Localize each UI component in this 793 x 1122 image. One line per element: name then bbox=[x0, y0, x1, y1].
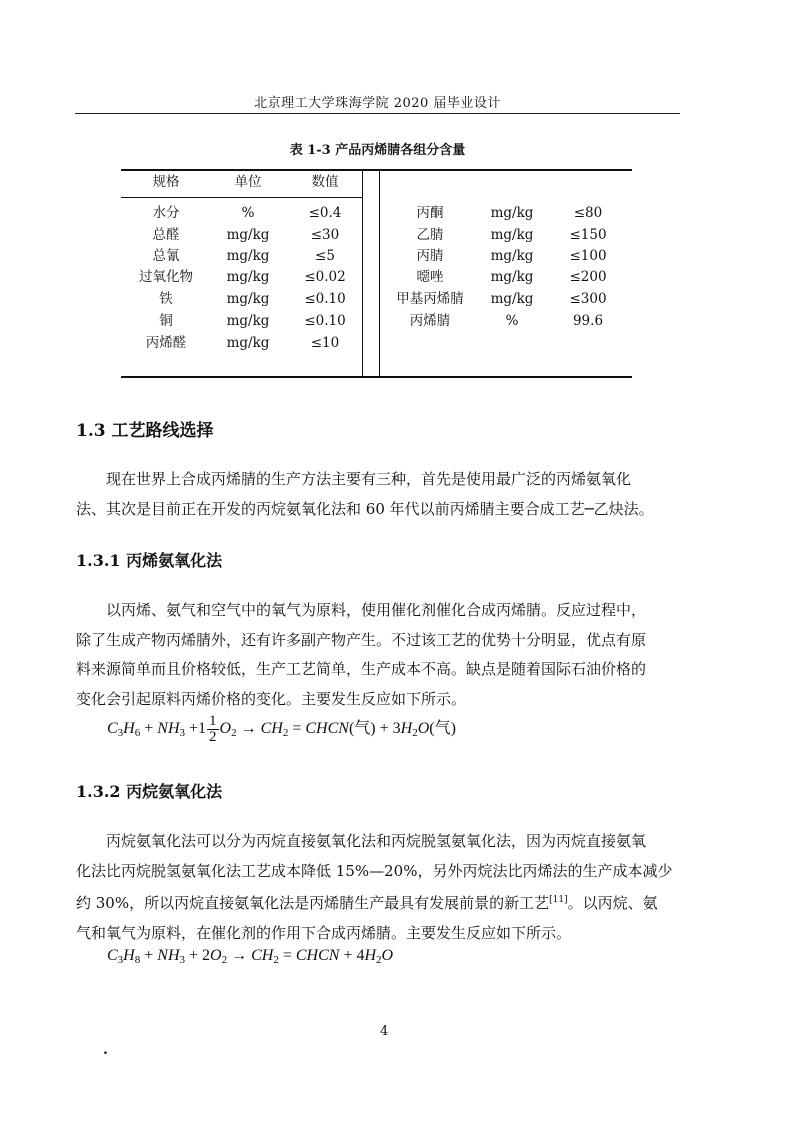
phase-label: 气 bbox=[354, 720, 371, 738]
table-bottom-rule bbox=[121, 376, 632, 378]
table-cell: ≤300 bbox=[569, 291, 607, 307]
paragraph bbox=[76, 596, 680, 714]
table-cell: mg/kg bbox=[490, 205, 534, 221]
footer-mark: . bbox=[103, 1042, 108, 1058]
table-cell: 铜 bbox=[159, 313, 173, 329]
table-cell: 水分 bbox=[152, 205, 180, 221]
table-cell: 铁 bbox=[159, 291, 173, 307]
table-caption: 表 1-3 产品丙烯腈各组分含量 bbox=[289, 143, 466, 158]
table-cell: 过氧化物 bbox=[139, 269, 193, 285]
paragraph-line: 料来源简单而且价格较低，生产工艺简单，生产成本不高。缺点是随着国际石油价格的 bbox=[76, 660, 647, 678]
reaction-equation-propylene: $C_3H_6 + NH_3 +1$ $\frac{1}{2}$ $O_2 \to CH_2$ = CHCN(气) + $3H_2O$(气) bbox=[107, 713, 456, 745]
fraction-denominator: 2 bbox=[209, 729, 217, 745]
table-cell: 丙酮 bbox=[416, 205, 444, 221]
paragraph-text: 约 30%，所以丙烷直接氨氧化法是丙烯腈生产最具有发展前景的新工艺 bbox=[76, 894, 550, 912]
paragraph-text: 。以丙烷、氨 bbox=[567, 894, 658, 912]
table-header-rule bbox=[121, 197, 363, 198]
table-cell: ≤100 bbox=[569, 248, 607, 264]
table-cell: ≤150 bbox=[569, 227, 607, 243]
table-cell: mg/kg bbox=[226, 269, 270, 285]
table-cell: ≤10 bbox=[310, 335, 340, 351]
table-cell: ≤0.10 bbox=[304, 291, 346, 307]
paragraph-line: 丙烷氨氧化法可以分为丙烷直接氨氧化法和丙烷脱氢氨氧化法，因为丙烷直接氨氧 bbox=[106, 832, 647, 850]
table-cell: ≤0.10 bbox=[304, 313, 346, 329]
paragraph-line bbox=[76, 886, 680, 919]
table-cell: 丙腈 bbox=[416, 248, 444, 264]
paragraph bbox=[76, 465, 680, 524]
table-cell: ≤30 bbox=[310, 227, 340, 243]
table-cell: ≤80 bbox=[573, 205, 603, 221]
table-cell: mg/kg bbox=[490, 291, 534, 307]
table-cell: 噁唑 bbox=[416, 269, 444, 285]
table-cell: 丙烯腈 bbox=[409, 313, 451, 329]
table-cell: mg/kg bbox=[490, 248, 534, 264]
table-cell: 99.6 bbox=[572, 313, 604, 329]
table-cell: mg/kg bbox=[490, 227, 534, 243]
header-rule bbox=[75, 113, 680, 114]
col-header-unit: 单位 bbox=[234, 174, 262, 190]
table-top-rule bbox=[121, 169, 632, 171]
table-cell: ≤0.4 bbox=[308, 205, 342, 221]
table-cell: 乙腈 bbox=[416, 227, 444, 243]
phase-label: 气 bbox=[434, 720, 451, 738]
paragraph-line: 气和氧气为原料，在催化剂的作用下合成丙烯腈。主要发生反应如下所示。 bbox=[76, 923, 572, 942]
paragraph-line: 法、其次是目前正在开发的丙烷氨氧化法和 60 年代以前丙烯腈主要合成工艺─乙炔法。 bbox=[76, 499, 654, 518]
paragraph-line: 以丙烯、氨气和空气中的氧气为原料，使用催化剂催化合成丙烯腈。反应过程中， bbox=[106, 601, 647, 619]
table-divider-left bbox=[362, 170, 363, 376]
table-cell: mg/kg bbox=[226, 248, 270, 264]
col-header-spec: 规格 bbox=[152, 174, 180, 190]
paragraph-line: 现在世界上合成丙烯腈的生产方法主要有三种，首先是使用最广泛的丙烯氨氧化 bbox=[106, 470, 632, 488]
table-cell: 甲基丙烯腈 bbox=[396, 291, 464, 307]
paragraph bbox=[76, 827, 680, 948]
running-header: 北京理工大学珠海学院 2020 届毕业设计 bbox=[254, 96, 501, 111]
col-header-value: 数值 bbox=[311, 174, 339, 190]
table-cell: % bbox=[505, 313, 519, 329]
subsection-heading: 1.3.1 丙烯氨氧化法 bbox=[76, 551, 223, 570]
fraction bbox=[207, 714, 219, 745]
table-cell: mg/kg bbox=[226, 335, 270, 351]
table-cell: mg/kg bbox=[226, 313, 270, 329]
fraction-numerator: 1 bbox=[209, 713, 217, 729]
table-cell: ≤200 bbox=[569, 269, 607, 285]
page-number: 4 bbox=[380, 1024, 389, 1039]
table-cell: ≤0.02 bbox=[304, 269, 346, 285]
table-divider-right bbox=[379, 170, 380, 376]
table-cell: ≤5 bbox=[315, 248, 335, 264]
reaction-equation-propane: $C_3H_8 + NH_3 + 2O_2 \to CH_2$ = CHCN + $4H_2O$ bbox=[107, 947, 394, 966]
table-cell: % bbox=[241, 205, 255, 221]
table-cell: mg/kg bbox=[226, 227, 270, 243]
citation[interactable]: [11] bbox=[549, 895, 568, 905]
subsection-heading: 1.3.2 丙烷氨氧化法 bbox=[76, 782, 223, 801]
table-cell: 丙烯醛 bbox=[145, 335, 187, 351]
table-cell: mg/kg bbox=[490, 269, 534, 285]
table-cell: mg/kg bbox=[226, 291, 270, 307]
paragraph-line: 除了生成产物丙烯腈外，还有许多副产物产生。不过该工艺的优势十分明显，优点有原 bbox=[76, 630, 647, 649]
paragraph-line: 化法比丙烷脱氢氨氧化法工艺成本降低 15%—20%，另外丙烷法比丙烯法的生产成本减少 bbox=[76, 861, 673, 880]
formula-coefficient: 1 bbox=[198, 720, 207, 738]
table-cell: 总氰 bbox=[152, 248, 180, 264]
table-cell: 总醛 bbox=[152, 227, 180, 243]
section-heading: 1.3 工艺路线选择 bbox=[76, 421, 214, 441]
paragraph-line: 变化会引起原料丙烯价格的变化。主要发生反应如下所示。 bbox=[76, 689, 467, 708]
